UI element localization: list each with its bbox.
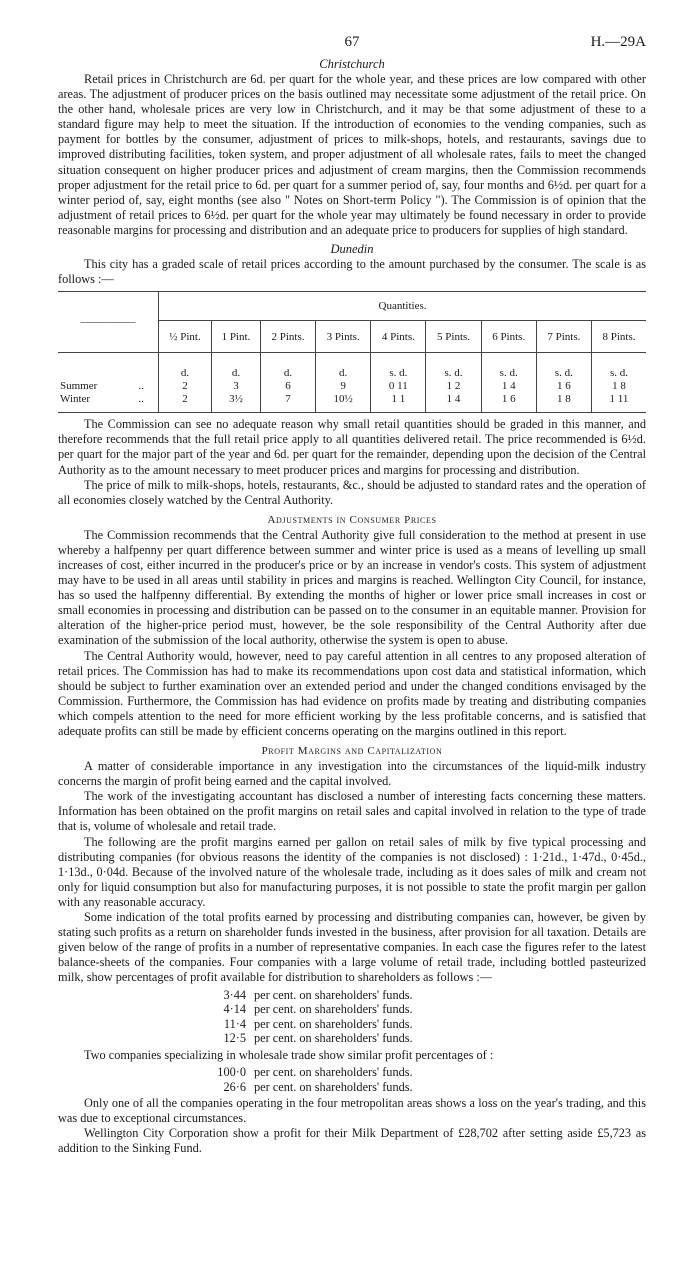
column-header: 2 Pints. xyxy=(260,321,315,353)
table-cell: 6 xyxy=(260,379,315,393)
column-header: 6 Pints. xyxy=(481,321,536,353)
list-item: 12·5 per cent. on shareholders' funds. xyxy=(223,1031,413,1046)
column-header: 1 Pint. xyxy=(211,321,260,353)
dunedin-intro: This city has a graded scale of retail prices according to the amount purchased by the consumer. The scale is as follows :— xyxy=(58,257,646,287)
unit-cell: d. xyxy=(211,353,260,379)
page-number: 67 xyxy=(344,34,360,50)
wholesale-profit-list xyxy=(206,1065,646,1094)
profit-paragraph: The work of the investigating accountant has disclosed a number of interesting facts concerning these matters. Information has been obtained on the profit margins on retail sales and capital involved in relation to the type of trade that is, volume of wholesale and retail trade. xyxy=(58,789,646,834)
column-header: 3 Pints. xyxy=(316,321,371,353)
dunedin-paragraph: The Commission can see no adequate reason why small retail quantities should be graded in this manner, and therefore recommends that the full retail price apply to all quantities delivered retail. The price recommended is 6½d. per quart for the major part of the year and 6d. per quart for the remainder, depending upon the decision of the Central Authority as to the amount necessary to meet producer prices and margins for processing and distribution. xyxy=(58,417,646,477)
table-cell: 2 xyxy=(159,379,212,393)
table-group-header: Quantities. xyxy=(159,292,647,321)
column-header: 8 Pints. xyxy=(591,321,646,353)
unit-cell: d. xyxy=(316,353,371,379)
table-cell: 3½ xyxy=(211,393,260,413)
profit-paragraph: Some indication of the total profits earned by processing and distributing companies can, however, be given by stating such profits as a return on shareholder funds invested in the business, after provision for all taxation. Details are given below of the range of profits in a number of representative companies. In each case the figures refer to the latest balance-sheets of the companies. Four companies with a large volume of retail trade, including bottled pasteurized milk, show percentages of profit available for distribution to shareholders as follows :— xyxy=(58,910,646,985)
row-label: Summer .. xyxy=(60,379,144,392)
list-item: 4·14 per cent. on shareholders' funds. xyxy=(223,1002,413,1017)
unit-cell: s. d. xyxy=(426,353,481,379)
table-cell: 1 6 xyxy=(536,379,591,393)
table-cell: 1 4 xyxy=(481,379,536,393)
list-item: 11·4 per cent. on shareholders' funds. xyxy=(223,1016,413,1031)
closing-paragraph: Only one of all the companies operating in the four metropolitan areas shows a loss on the year's trading, and this was due to exceptional circumstances. xyxy=(58,1096,646,1126)
table-cell: 3 xyxy=(211,379,260,393)
table-cell: 7 xyxy=(260,393,315,413)
christchurch-paragraph: Retail prices in Christchurch are 6d. per quart for the whole year, and these prices are low compared with other areas. The adjustment of producer prices on the basis outlined may necessitate some adjustment of the retail price. On the other hand, wholesale prices are very low in Christchurch, and it may be that some adjustment of these to a standard figure may help to meet the situation. If the introduction of economies to the vending companies, such as payment for bottles by the consumer, adjustment of prices to milk-shops, hotels, and restaurants, savings due to improved distributing facilities, token system, and proper adjustment of all wholesale rates, fails to meet the changed situation consequent on higher producer prices and adjustment of cream margins, then the Commission recommends proper adjustment for the retail price to 6d. per quart for a summer period of, say, four months and 6½d. per quart for a winter period of, say, eight months (see also " Notes on Short-term Policy "). The Commission is of opinion that the adjustment of retail prices to 6½d. per quart for the whole year may ultimately be found necessary in order to provide reasonable margins for processing and distribution and an adequate price to producers for supplies of high standard. xyxy=(58,72,646,237)
list-item: 26·6 per cent. on shareholders' funds. xyxy=(223,1079,413,1094)
table-cell: 1 11 xyxy=(591,393,646,413)
dunedin-heading: Dunedin xyxy=(330,242,374,257)
list-item: 3·44 per cent. on shareholders' funds. xyxy=(223,987,413,1002)
unit-cell: s. d. xyxy=(371,353,426,379)
adjustments-heading: Adjustments in Consumer Prices xyxy=(267,513,437,526)
unit-cell: s. d. xyxy=(536,353,591,379)
christchurch-heading: Christchurch xyxy=(319,57,385,71)
table-cell: 9 xyxy=(316,379,371,393)
column-header: 5 Pints. xyxy=(426,321,481,353)
document-reference: H.—29A xyxy=(590,34,646,50)
table-cell: 1 1 xyxy=(371,393,426,413)
wholesale-intro: Two companies specializing in wholesale trade show similar profit percentages of : xyxy=(84,1047,494,1062)
document-page xyxy=(58,34,646,1157)
table-stub-header: ————— xyxy=(58,292,159,353)
table-cell: 1 8 xyxy=(591,379,646,393)
column-header: 4 Pints. xyxy=(371,321,426,353)
row-label: Winter .. xyxy=(58,393,159,413)
dunedin-paragraph: The price of milk to milk-shops, hotels, restaurants, &c., should be adjusted to standard rates and the operation of all economies closely watched by the Central Authority. xyxy=(58,477,646,507)
dunedin-price-table xyxy=(58,291,646,413)
table-cell: 1 2 xyxy=(426,379,481,393)
table-row xyxy=(58,393,646,413)
column-header: 7 Pints. xyxy=(536,321,591,353)
unit-cell: s. d. xyxy=(591,353,646,379)
closing-paragraph: Wellington City Corporation show a profit for their Milk Department of £28,702 after setting aside £5,723 as addition to the Sinking Fund. xyxy=(58,1126,646,1156)
table-stub-cell xyxy=(58,353,159,379)
adjustments-paragraph: The Central Authority would, however, need to pay careful attention in all centres to any proposed alteration of retail prices. The Commission has had to make its recommendations upon cost data and statistical information, which should be subject to further examination over an extended period and under the changed conditions envisaged by the Commission. Furthermore, the Commission has had evidence on profits made by treating and distributing companies which compels attention to the need for more efficient working by the less profitable concerns, and is satisfied that adequate profits can still be made by efficient concerns operating on the margins outlined in this report. xyxy=(58,648,646,738)
table-row xyxy=(58,379,646,393)
column-header: ½ Pint. xyxy=(159,321,212,353)
unit-cell: d. xyxy=(159,353,212,379)
table-cell: 1 8 xyxy=(536,393,591,413)
profit-paragraph: A matter of considerable importance in any investigation into the circumstances of the liquid-milk industry concerns the margin of profit being earned and the capital involved. xyxy=(58,759,646,789)
adjustments-paragraph: The Commission recommends that the Central Authority give full consideration to the method at present in use whereby a halfpenny per quart difference between summer and winter price is used as a means of levelling up small increases of cost, either incurred in the producer's price or by an increase in vendor's costs. This system of adjustment may have to be used in all areas until stability in prices and margins is reached. Wellington City Council, for instance, has so used the halfpenny differential. By extending the months of higher or lower price small increases in cost or small economies in processing and distribution can be passed on to the consumer in an equitable manner. Provision for alteration of the higher-price period must, however, be the sole responsibility of the Central Authority after due examination of the submission of the local authority, otherwise the system is open to abuse. xyxy=(58,527,646,648)
table-cell: 1 6 xyxy=(481,393,536,413)
unit-cell: s. d. xyxy=(481,353,536,379)
list-item: 100·0 per cent. on shareholders' funds. xyxy=(217,1064,413,1079)
table-cell: 0 11 xyxy=(371,379,426,393)
profit-heading: Profit Margins and Capitalization xyxy=(261,745,443,758)
profit-paragraph: The following are the profit margins earned per gallon on retail sales of milk by five typical processing and distributing companies (for obvious reasons the identity of the companies is not disclosed) : 1·21d., 1·47d., 0·45d., 1·13d., 0·04d. Because of the involved nature of the wholesale trade, including as it does sales of milk and cream not only for liquid consumption but also for manufacturing purposes, it is not possible to state the profit margin per gallon with any reasonable accuracy. xyxy=(58,834,646,909)
unit-cell: d. xyxy=(260,353,315,379)
table-cell: 1 4 xyxy=(426,393,481,413)
page-header xyxy=(58,34,646,56)
retail-profit-list xyxy=(206,988,646,1046)
table-cell: 10½ xyxy=(316,393,371,413)
table-cell: 2 xyxy=(159,393,212,413)
